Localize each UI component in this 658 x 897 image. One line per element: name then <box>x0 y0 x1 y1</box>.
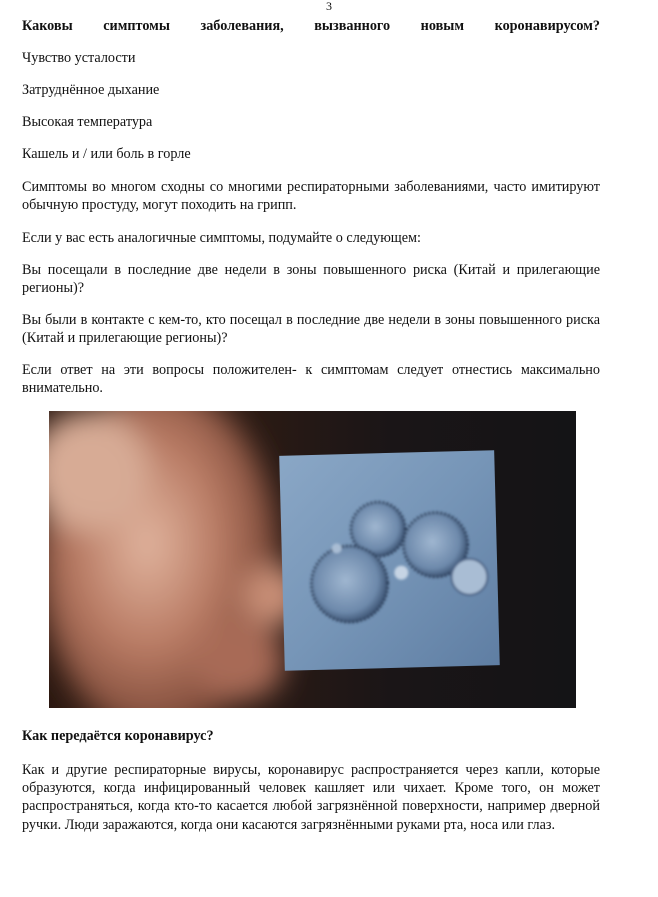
microscope-panel <box>279 450 500 671</box>
page-number: 3 <box>326 0 332 13</box>
attention-paragraph: Если ответ на эти вопросы положителен- к симптомам следует отнестись максимально внимательно. <box>22 362 600 396</box>
virus-particle <box>451 558 488 595</box>
similarity-paragraph: Симптомы во многом сходны со многими респираторными заболеваниями, часто имитируют обычную простуду, могут походить на грипп. <box>22 179 600 213</box>
transmission-paragraph: Как и другие респираторные вирусы, коронавирус распространяется через капли, которые образуются, когда инфицированный человек кашляет или чихает. Кроме того, он может распространяться, когда кто-то касается любой загрязнённой поверхности, например дверной ручки. Люди заражаются, когда они касаются загрязнёнными руками рта, носа или глаз. <box>22 762 600 833</box>
consider-paragraph: Если у вас есть аналогичные симптомы, подумайте о следующем: <box>22 230 421 246</box>
symptom-cough: Кашель и / или боль в горле <box>22 146 191 162</box>
transmission-heading: Как передаётся коронавирус? <box>22 728 214 744</box>
coronavirus-photo <box>49 411 576 708</box>
symptom-fatigue: Чувство усталости <box>22 50 136 66</box>
symptoms-heading: Каковы симптомы заболевания, вызванного новым коронавирусом? <box>22 18 600 34</box>
coronavirus-illustration <box>49 411 576 708</box>
question-travel: Вы посещали в последние две недели в зоны повышенного риска (Китай и прилегающие регионы)? <box>22 262 600 296</box>
question-contact: Вы были в контакте с кем-то, кто посещал в последние две недели в зоны повышенного риска (Китай и прилегающие регионы)? <box>22 312 600 346</box>
blurred-face <box>49 411 304 708</box>
symptom-fever: Высокая температура <box>22 114 153 130</box>
symptom-breathing: Затруднённое дыхание <box>22 82 160 98</box>
